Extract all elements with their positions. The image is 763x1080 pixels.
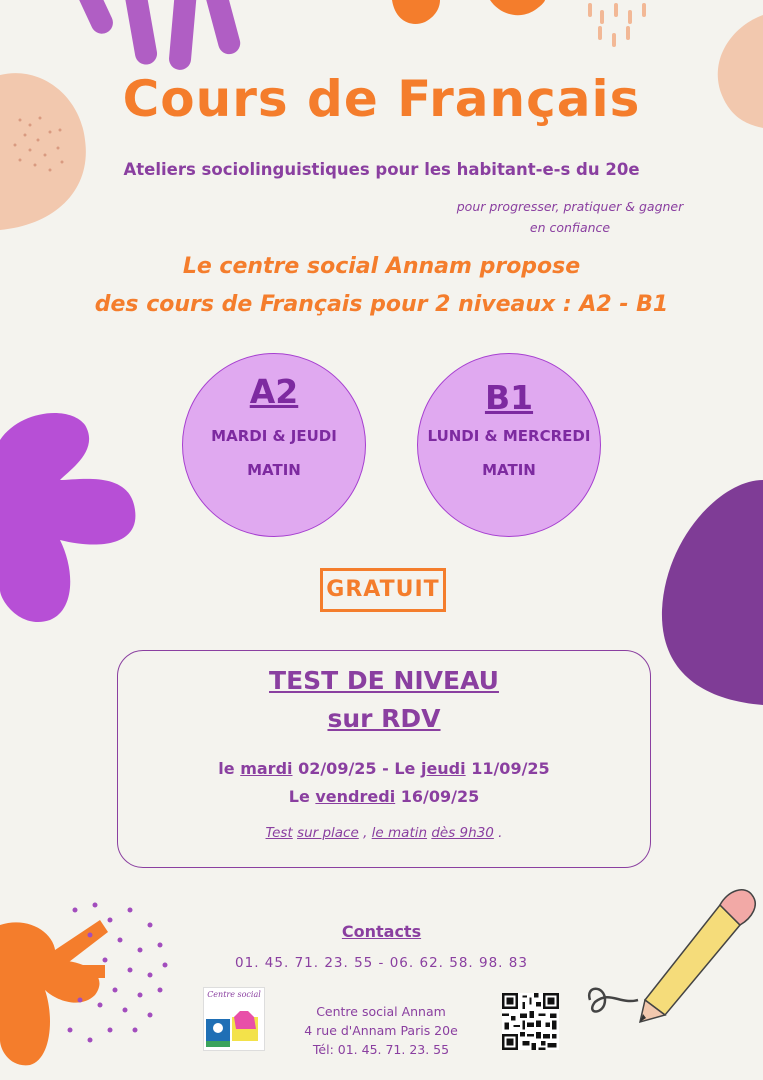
orange-splash-bottom (0, 920, 108, 1065)
centre-social-logo (203, 987, 265, 1051)
level-b1-days: LUNDI & MERCREDI (427, 427, 591, 445)
note-part: le matin (371, 825, 428, 841)
note-part: dès 9h30 (431, 825, 494, 841)
test-subtitle: sur RDV (327, 704, 441, 733)
qr-code-icon[interactable] (502, 993, 559, 1050)
page-subtitle: Ateliers sociolinguistiques pour les habitant-e-s du 20e (123, 160, 640, 179)
level-a2-circle (182, 353, 366, 537)
test-dates-line-1 (118, 755, 650, 783)
address-name: Centre social Annam (316, 1004, 446, 1019)
page-title: Cours de Français (122, 70, 641, 128)
level-test-box (117, 650, 651, 868)
intro-text (0, 248, 763, 324)
note-part: Test (265, 825, 293, 841)
level-b1-label: B1 (484, 378, 534, 417)
level-a2-time: MATIN (247, 461, 301, 479)
tagline-line-2: en confiance (529, 220, 611, 235)
contact-address (281, 1002, 481, 1059)
date-day-tuesday: mardi (240, 759, 293, 778)
intro-line-2: des cours de Français pour 2 niveaux : A2 - B1 (94, 292, 669, 317)
free-badge: GRATUIT (320, 568, 446, 612)
purple-blob-right (662, 480, 763, 705)
date-day-thursday: jeudi (420, 759, 466, 778)
level-b1-time: MATIN (482, 461, 536, 479)
orange-blob-top-2 (490, 0, 545, 15)
contacts-heading: Contacts (341, 922, 422, 941)
contact-phones: 01. 45. 71. 23. 55 - 06. 62. 58. 98. 83 (235, 955, 528, 971)
address-street: 4 rue d'Annam Paris 20e (304, 1023, 458, 1038)
logo-figures (204, 999, 264, 1049)
date-prefix: Le (288, 787, 316, 806)
logo-text: Centre social (207, 990, 261, 999)
note-sep: . (493, 825, 503, 841)
test-dates-line-2 (118, 783, 650, 811)
date-value: 02/09/25 - Le (292, 759, 421, 778)
test-note (118, 825, 650, 841)
date-day-friday: vendredi (315, 787, 396, 806)
peach-dashes (590, 5, 644, 45)
tagline-line-1: pour progresser, pratiquer & gagner (456, 199, 684, 214)
date-value: 11/09/25 (465, 759, 550, 778)
purple-splash-left (0, 413, 135, 622)
test-title: TEST DE NIVEAU (269, 666, 499, 695)
note-sep: , (358, 825, 372, 841)
note-part: sur place (297, 825, 359, 841)
level-b1-circle (417, 353, 601, 537)
address-tel: Tél: 01. 45. 71. 23. 55 (312, 1042, 450, 1057)
level-a2-days: MARDI & JEUDI (211, 427, 337, 445)
purple-fan-shape (73, 0, 242, 71)
level-a2-label: A2 (249, 372, 299, 411)
tagline (420, 196, 720, 238)
date-value: 16/09/25 (395, 787, 480, 806)
date-prefix: le (218, 759, 241, 778)
intro-line-1: Le centre social Annam propose (182, 254, 581, 279)
orange-blob-top (392, 0, 440, 24)
